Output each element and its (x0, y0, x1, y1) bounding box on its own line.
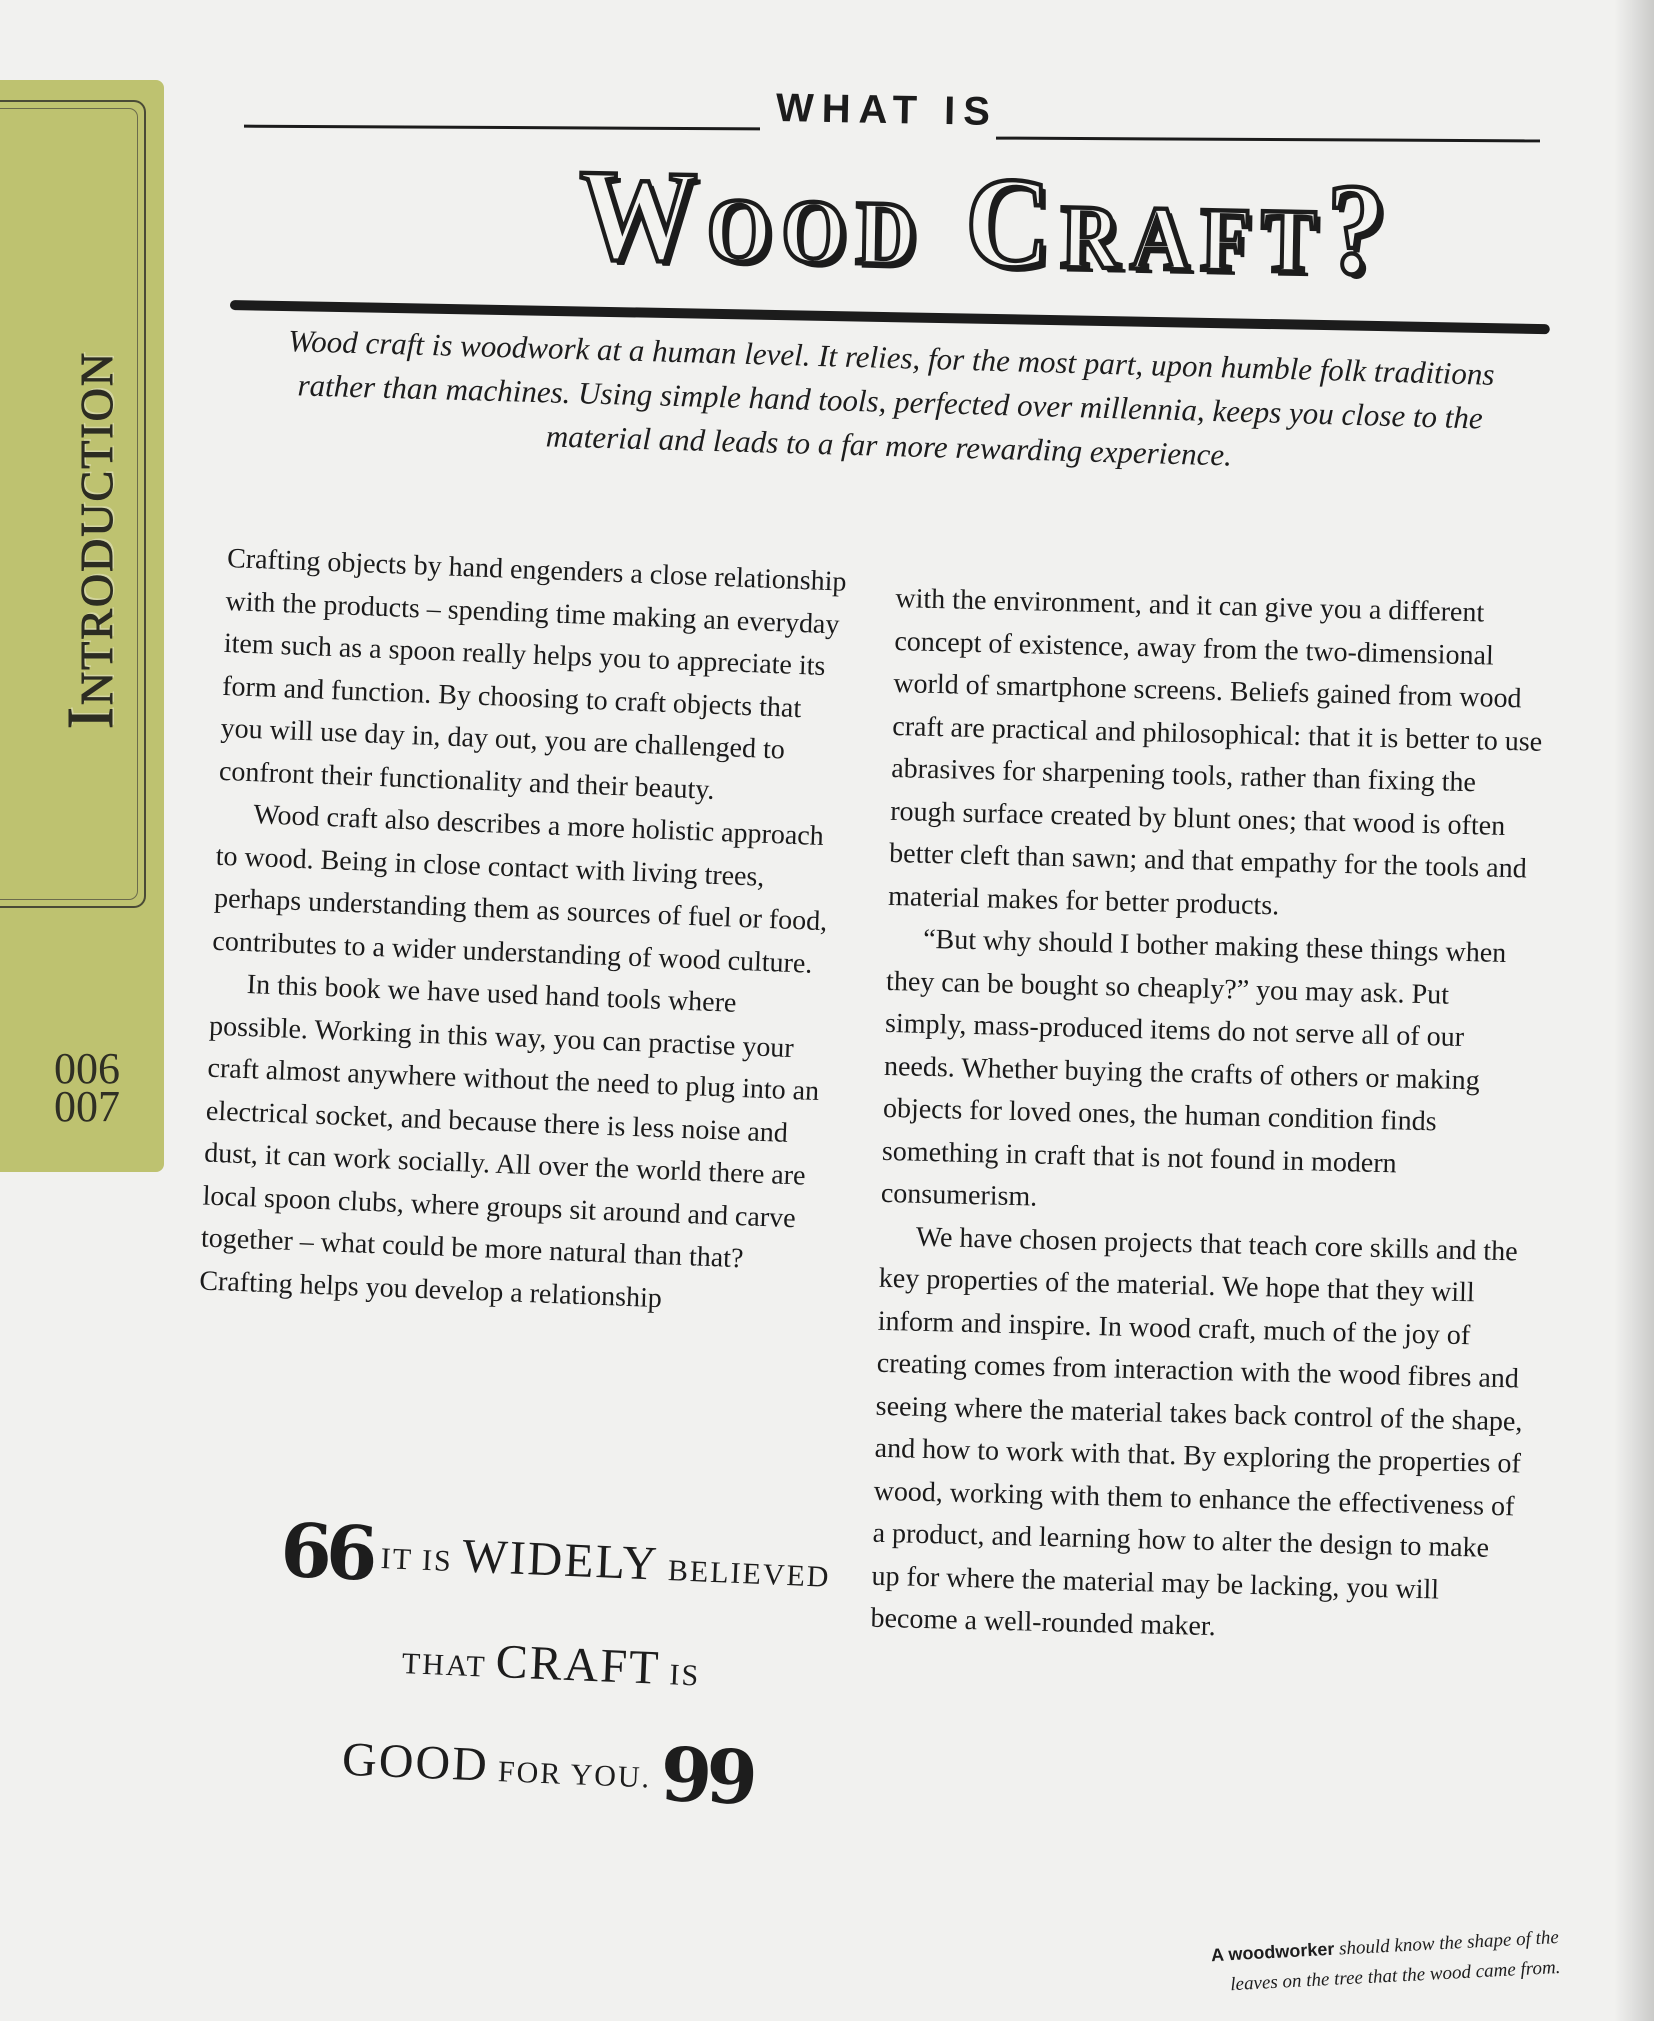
open-quote-mark: 66 (278, 1507, 374, 1598)
pull-quote-emphasis: CRAFT (494, 1634, 662, 1695)
body-paragraph: Crafting objects by hand engenders a close relationship with the products – spending time making an everyday item such as a spoon really helps you to appreciate its form and function. By choosing to craft objects that you will use day in, day out, you are challenged to confront their functionality and their beauty. (218, 542, 848, 806)
title-kicker: WHAT IS (775, 86, 999, 134)
caption-text: should know the shape of the leaves on the tree that the wood came from. (1229, 1926, 1561, 1996)
pull-quote-text: BELIEVED (667, 1554, 832, 1594)
pull-quote-text: FOR YOU. (497, 1755, 652, 1795)
close-quote-mark: 99 (658, 1731, 754, 1822)
body-column-left (199, 538, 848, 1326)
body-paragraph: In this book we have used hand tools where possible. Working in this way, you can practise your craft almost anywhere without the need to plug into an electrical socket, and because there is less noise and dust, it can work socially. All over the world there are local spoon clubs, where groups sit around and carve together – what could be more natural than that? Crafting helps you develop a relationship (198, 969, 820, 1314)
page-numbers (54, 1044, 120, 1131)
page-number-left: 006 (54, 1044, 120, 1093)
pull-quote-emphasis: GOOD (341, 1732, 490, 1792)
pull-quote-text: IS (668, 1658, 701, 1693)
body-paragraph: Wood craft also describes a more holistic approach to wood. Being in close contact with living trees, perhaps understanding them as sources of fuel or food, contributes to a wider understanding of wood culture. (211, 799, 828, 980)
standfirst: Wood craft is woodwork at a human level. It relies, for the most part, upon humble folk traditions rather than machines. Using simple hand tools, perfected over millennia, keeps you close to the material and leads to a far more rewarding experience. (287, 323, 1495, 473)
section-label: Introduction (54, 350, 127, 730)
pull-quote (225, 1498, 878, 1837)
pull-quote-emphasis: WIDELY (461, 1529, 660, 1591)
kicker-rule-left (244, 125, 760, 131)
body-paragraph: “But why should I bother making these things when they can be bought so cheaply?” you may ask. Put simply, mass-produced items do not serve all of our needs. Whether buying the crafts of others or making objects for loved ones, the human condition finds something in craft that is not found in modern consumerism. (880, 923, 1507, 1213)
pull-quote-text: THAT (401, 1647, 487, 1684)
kicker-rule-right (996, 137, 1540, 143)
body-paragraph: with the environment, and it can give you a different concept of existence, away from the two-dimensional world of smartphone screens. Beliefs gained from wood craft are practical and philosophical: that it is better to use abrasives for sharpening tools, rather than fixing the rough surface created by blunt ones; that wood is often better cleft than sawn; and that empathy for the tools and material makes for better products. (887, 582, 1543, 921)
pull-quote-text: IT IS (380, 1542, 454, 1579)
body-paragraph: We have chosen projects that teach core skills and the key properties of the material. We hope that they will inform and inspire. In wood craft, much of the joy of creating comes from interaction with the wood fibres and seeing where the material takes back control of the shape, and how to work with that. By exploring the properties of wood, working with them to enhance the effectiveness of a product, and learning how to alter the design to make up for where the material may be lacking, you will become a well-rounded maker. (870, 1221, 1523, 1643)
caption-lead: A woodworker (1210, 1938, 1335, 1966)
page-number-right: 007 (54, 1082, 120, 1131)
body-column-right (870, 578, 1546, 1656)
image-caption (1206, 1922, 1561, 2001)
page-title: Wood Craft? (577, 142, 1397, 303)
page-edge-shadow (1614, 0, 1654, 2021)
